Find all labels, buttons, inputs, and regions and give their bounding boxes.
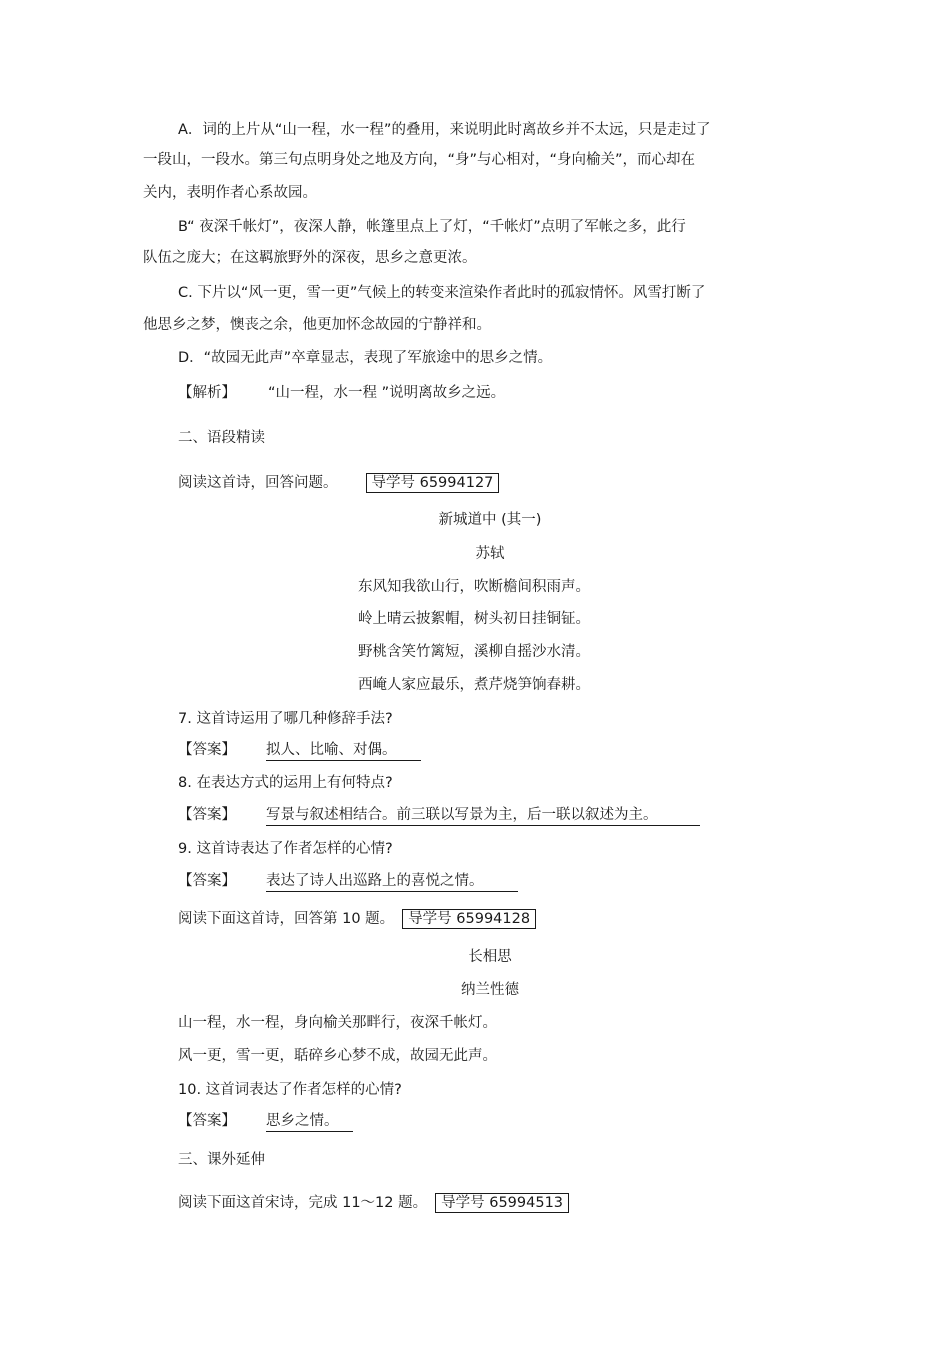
option-b-line1: B“ 夜深千帐灯”，夜深人静，帐篷里点上了灯，“千帐灯”点明了军帐之多，此行 [178, 219, 686, 235]
answer-label: 【答案】 [178, 807, 236, 823]
guide-number-box: 导学号 65994128 [402, 909, 536, 929]
answer-9: 表达了诗人出巡路上的喜悦之情。 [266, 872, 518, 892]
answer-8: 写景与叙述相结合。前三联以写景为主，后一联以叙述为主。 [266, 806, 700, 826]
section3-heading: 三、课外延伸 [178, 1152, 265, 1168]
option-b-line2: 队伍之庞大；在这羁旅野外的深夜，思乡之意更浓。 [143, 250, 477, 266]
analysis-line [178, 383, 505, 403]
answer-8-line [178, 805, 700, 826]
poem2-line: 山一程，水一程，身向榆关那畔行，夜深千帐灯。 [178, 1015, 497, 1031]
section2-intro: 阅读这首诗，回答问题。 [178, 475, 338, 491]
poem2-line: 风一更，雪一更，聒碎乡心梦不成，故园无此声。 [178, 1048, 497, 1064]
poem-line: 岭上晴云披絮帽，树头初日挂铜钲。 [358, 611, 590, 627]
answer-9-line [178, 871, 518, 892]
section2-intro-line [178, 473, 499, 493]
answer-label: 【答案】 [178, 742, 236, 758]
option-d: D．“故园无此声”卒章显志，表现了军旅途中的思乡之情。 [178, 350, 553, 366]
question-10: 10. 这首词表达了作者怎样的心情? [178, 1082, 402, 1098]
poem-line: 西崦人家应最乐，煮芹烧笋饷春耕。 [358, 677, 590, 693]
answer-10-line [178, 1111, 353, 1132]
poem2-title: 长相思 [468, 949, 512, 965]
answer-7: 拟人、比喻、对偶。 [266, 741, 421, 761]
section3-intro: 阅读下面这首宋诗，完成 11～12 题。 [178, 1195, 428, 1211]
poem-line: 东风知我欲山行，吹断檐间积雨声。 [358, 579, 590, 595]
section3-intro-line [178, 1193, 569, 1213]
option-a-line2: 一段山，一段水。第三句点明身处之地及方向，“身”与心相对，“身向榆关”，而心却在 [143, 152, 696, 168]
poem-author: 苏轼 [475, 546, 505, 562]
option-c-line2: 他思乡之梦，懊丧之余，他更加怀念故园的宁静祥和。 [143, 317, 491, 333]
question-7: 7. 这首诗运用了哪几种修辞手法? [178, 711, 393, 727]
guide-number-box: 导学号 65994513 [435, 1193, 569, 1213]
option-c-line1: C. 下片以“风一更，雪一更”气候上的转变来渲染作者此时的孤寂情怀。风雪打断了 [178, 285, 706, 301]
section2-heading: 二、语段精读 [178, 430, 265, 446]
option-a-line1: A．词的上片从“山一程，水一程”的叠用，来说明此时离故乡并不太远，只是走过了 [178, 122, 711, 138]
poem-line: 野桃含笑竹篱短，溪柳自摇沙水清。 [358, 644, 590, 660]
analysis-text: “山一程，水一程 ”说明离故乡之远。 [268, 385, 506, 401]
answer-label: 【答案】 [178, 873, 236, 889]
poem-title: 新城道中 (其一) [438, 512, 542, 528]
intro-q10-line [178, 909, 536, 929]
question-8: 8. 在表达方式的运用上有何特点? [178, 775, 393, 791]
question-9: 9. 这首诗表达了作者怎样的心情? [178, 841, 393, 857]
answer-10: 思乡之情。 [266, 1112, 353, 1132]
option-a-line3: 关内，表明作者心系故园。 [143, 185, 317, 201]
intro-q10: 阅读下面这首诗，回答第 10 题。 [178, 911, 395, 927]
guide-number-box: 导学号 65994127 [366, 473, 500, 493]
answer-label: 【答案】 [178, 1113, 236, 1129]
answer-7-line [178, 740, 421, 761]
poem2-author: 纳兰性德 [461, 982, 519, 998]
analysis-label: 【解析】 [178, 385, 236, 401]
